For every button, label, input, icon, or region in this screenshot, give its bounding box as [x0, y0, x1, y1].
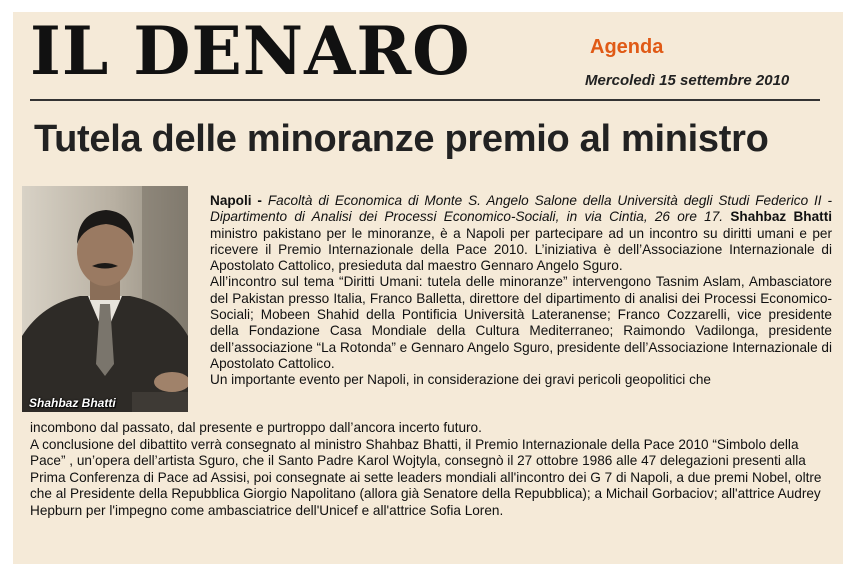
paragraph-award: A conclusione del dibattito verrà consegnato al ministro Shahbaz Bhatti, il Premio Internazionale della Pace 2010 “Simbolo della Pace” , un’opera dell’artista Sguro, che il Santo Padre Karol Wojtyla, consegnò il 27 ottobre 1986 alle 47 delegazioni presenti alla Prima Conferenza di Pace ad Assisi, poi consegnate ai sette leaders mondiali all'incontro dei G 7 di Napoli, a due premi Nobel, oltre che al Presidente della Repubblica Giorgio Napolitano (allora già Senatore della Repubblica); a Michail Gorbaciov; all'attrice Audrey Hepburn per l'impegno come ambasciatrice dell'Unicef e all'attrice Sofia Loren. — [30, 436, 822, 518]
person-name: Shahbaz Bhatti — [730, 209, 832, 225]
masthead: IL DENARO — [30, 12, 471, 90]
photo-caption: Shahbaz Bhatti — [29, 396, 116, 410]
paragraph-event-end: incombono dal passato, dal presente e purtroppo dall’ancora incerto futuro. — [30, 420, 482, 435]
portrait-photo — [22, 186, 188, 412]
paragraph-intro — [210, 193, 832, 274]
paragraph-speakers: All’incontro sul tema “Diritti Umani: tutela delle minoranze” intervengono Tasnim Aslam, Ambasciatore del Pakistan presso Italia, Franco Balletta, direttore del dipartimento di analisi dei Processi Economico-Sociali; Mobeen Shahid della Pontificia Università Lateranense; Franco Cozzarelli, vice presidente della Fondazione Casa Mondiale della Cultura Mediterraneo; Raimondo Vadilonga, presidente dell’associazione “La Rotonda” e Gennaro Angelo Sguro, presidente dell’Associazione Internazionale di Apostolato Cattolico. — [210, 274, 832, 371]
section-label: Agenda — [590, 36, 664, 58]
event-venue: Facoltà di Economica di Monte S. Angelo Salone della Università degli Studi Federico II - Dipartimento di Analisi dei Processi Economico-Sociali, in via Cintia, 26 ore 17. — [210, 193, 832, 225]
dateline-place: Napoli - — [210, 193, 262, 208]
paragraph-event-start: Un importante evento per Napoli, in considerazione dei gravi pericoli geopolitici che — [210, 372, 711, 388]
headline: Tutela delle minoranze premio al ministro — [34, 118, 769, 160]
intro-text: ministro pakistano per le minoranze, è a Napoli per partecipare ad un incontro su diritti umani e per ricevere il Premio Internazionale della Pace 2010. L’iniziativa è dell’Associazione Internazionale di Apostolato Cattolico, presieduta dal maestro Gennaro Angelo Sguro. — [210, 225, 832, 274]
masthead-divider — [30, 99, 820, 101]
article-body-upper — [210, 193, 832, 389]
article-body-lower — [30, 420, 832, 520]
dateline: Mercoledì 15 settembre 2010 — [585, 72, 790, 89]
